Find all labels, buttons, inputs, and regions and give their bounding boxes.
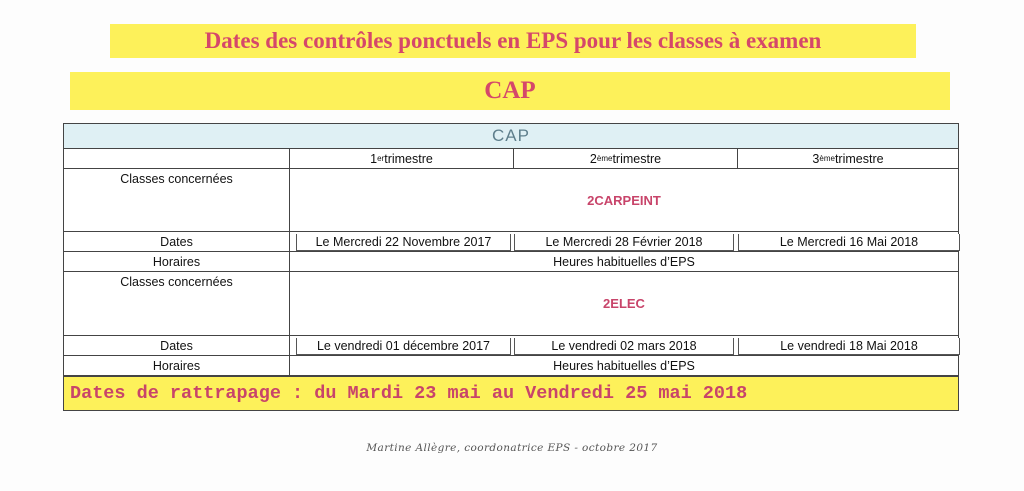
date-trimester-2: Le Mercredi 28 Février 2018 — [514, 234, 734, 251]
exam-dates-table — [63, 123, 959, 411]
horaires-value: Heures habituelles d’EPS — [289, 356, 958, 375]
empty-corner-cell — [64, 149, 289, 168]
classes-label: Classes concernées — [120, 275, 233, 289]
rattrapage-banner: Dates de rattrapage : du Mardi 23 mai au Vendredi 25 mai 2018 — [64, 376, 958, 410]
document-title: Dates des contrôles ponctuels en EPS pour les classes à examen — [110, 24, 916, 58]
date-trimester-1: Le vendredi 01 décembre 2017 — [296, 338, 511, 355]
date-trimester-2: Le vendredi 02 mars 2018 — [514, 338, 734, 355]
classes-row — [64, 169, 958, 232]
dates-label: Dates — [160, 338, 193, 353]
table-header-row — [64, 124, 958, 149]
date-trimester-3: Le vendredi 18 Mai 2018 — [738, 338, 960, 355]
trimester-row — [64, 149, 958, 169]
class-name: 2CARPEINT — [289, 169, 958, 231]
dates-row — [64, 232, 958, 252]
horaires-row — [64, 252, 958, 272]
trimester-2-header: 2 ème trimestre — [513, 149, 737, 168]
date-trimester-3: Le Mercredi 16 Mai 2018 — [738, 234, 960, 251]
section-subtitle: CAP — [70, 72, 950, 110]
horaires-label: Horaires — [152, 254, 201, 269]
class-name: 2ELEC — [289, 272, 958, 335]
horaires-value: Heures habituelles d’EPS — [289, 252, 958, 271]
date-trimester-1: Le Mercredi 22 Novembre 2017 — [296, 234, 511, 251]
footer-signature: Martine Allègre, coordonatrice EPS - octobre 2017 — [366, 442, 658, 454]
trimester-3-header: 3 ème trimestre — [737, 149, 958, 168]
table-header: CAP — [492, 126, 530, 145]
dates-row — [64, 336, 958, 356]
horaires-label: Horaires — [152, 358, 201, 373]
classes-label: Classes concernées — [120, 172, 233, 186]
dates-cells — [289, 336, 958, 355]
horaires-row — [64, 356, 958, 376]
classes-row — [64, 272, 958, 336]
dates-label: Dates — [160, 234, 193, 249]
dates-cells — [289, 232, 958, 251]
trimester-1-header: 1 er trimestre — [289, 149, 513, 168]
